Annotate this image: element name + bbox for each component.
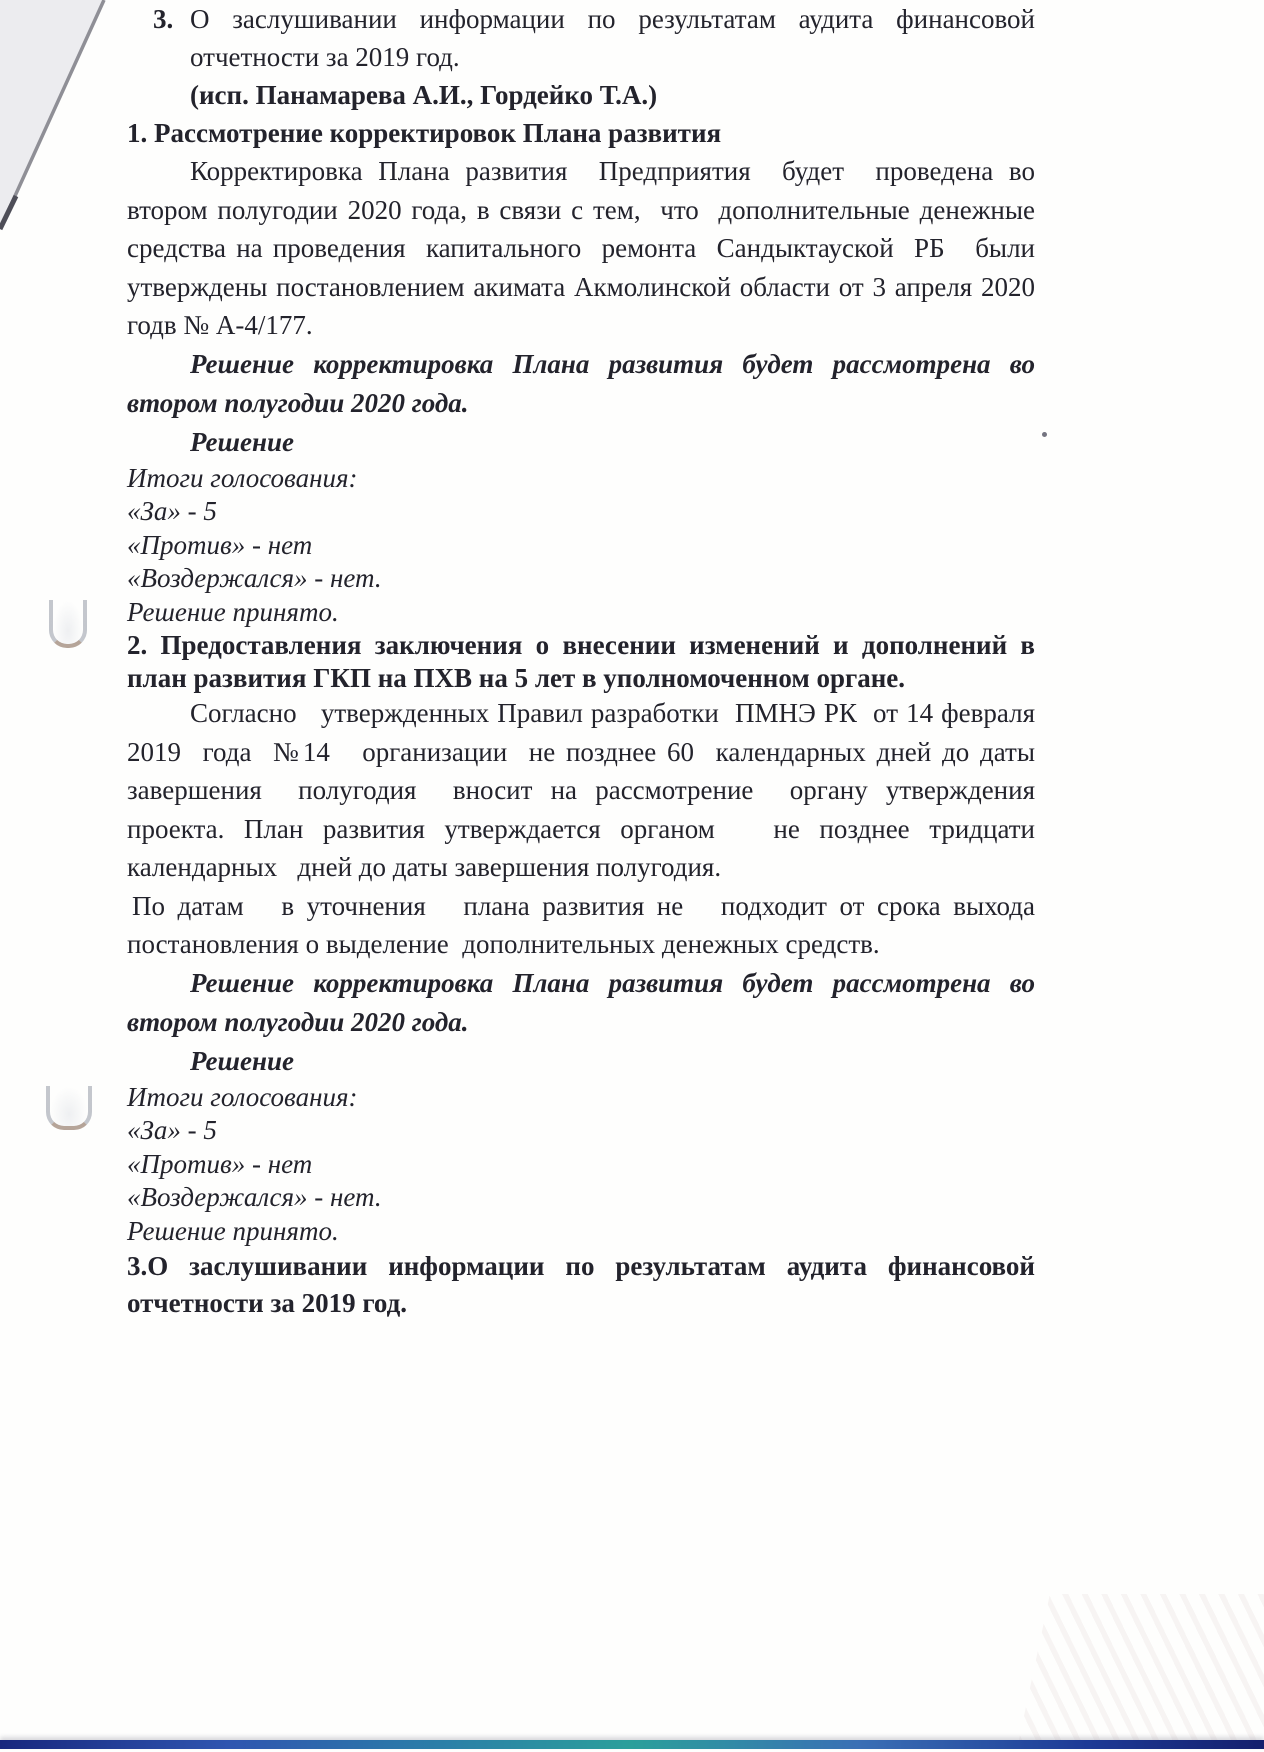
pen-mark	[46, 1086, 92, 1130]
scan-edge-line	[0, 1740, 1264, 1749]
agenda-item-3-executors: (исп. Панамарева А.И., Гордейко Т.А.)	[190, 80, 658, 110]
section-1-voting-results	[127, 462, 1035, 630]
section-2-paragraph-2: По датам в уточнения плана развития не подходит от срока выхода постановления о выделение дополнительных денежных средств.	[127, 890, 1042, 959]
document-content	[127, 0, 1049, 1322]
section-2-heading: 2. Предоставления заключения о внесении изменений и дополнений в план развития ГКП на ПХВ на 5 лет в уполномоченном органе.	[127, 630, 1042, 693]
section-3-heading: 3.О заслушивании информации по результатам аудита финансовой отчетности за 2019 год.	[127, 1251, 1042, 1318]
votes-against: «Против» - нет	[127, 1148, 313, 1179]
agenda-item-3-body	[190, 0, 1042, 114]
pen-mark	[49, 600, 87, 648]
agenda-item-3	[127, 0, 1042, 114]
voting-result: Решение принято.	[127, 1215, 339, 1246]
voting-header: Итоги голосования:	[127, 462, 358, 493]
section-2-paragraph-1: Согласно утвержденных Правил разработки ПМНЭ РК от 14 февраля 2019 года №14 организации не позднее 60 календарных дней до даты завершения полугодия вносит на рассмотрение органу утверждения проекта. План развития утверждается органом не позднее тридцати календарных дней до даты завершения полугодия.	[127, 698, 1042, 882]
section-2-decision-text: Решение корректировка Плана развития будет рассмотрена во втором полугодии 2020 года.	[127, 967, 1042, 1037]
agenda-item-3-text: О заслушивании информации по результатам аудита финансовой отчетности за 2019 год.	[190, 4, 1042, 72]
votes-for: «За» - 5	[127, 496, 217, 526]
voting-result: Решение принято.	[127, 596, 339, 627]
agenda-item-3-number: 3.	[153, 4, 174, 34]
scan-smudge-artifact	[1018, 1594, 1264, 1744]
ink-dot-artifact	[1042, 432, 1047, 437]
votes-for: «За» - 5	[127, 1115, 217, 1145]
section-1-heading: 1. Рассмотрение корректировок Плана развития	[127, 118, 722, 148]
section-1-paragraph: Корректировка Плана развития Предприятия будет проведена во втором полугодии 2020 года, в связи с тем, что дополнительные денежные средства на проведения капитального ремонта Сандыктауской РБ были утверждены постановлением акимата Акмолинской области от 3 апреля 2020 годв № А-4/177.	[127, 156, 1049, 340]
page-corner-fold	[0, 0, 112, 240]
voting-header: Итоги голосования:	[127, 1081, 358, 1112]
votes-abstained: «Воздержался» - нет.	[127, 1182, 382, 1212]
section-1-decision-text: Решение корректировка Плана развития будет рассмотрена во втором полугодии 2020 года.	[127, 348, 1042, 418]
votes-abstained: «Воздержался» - нет.	[127, 563, 382, 593]
section-2-decision-label: Решение	[190, 1045, 294, 1076]
section-1-decision-label: Решение	[190, 426, 294, 457]
votes-against: «Против» - нет	[127, 529, 313, 560]
section-2-voting-results	[127, 1081, 1035, 1249]
